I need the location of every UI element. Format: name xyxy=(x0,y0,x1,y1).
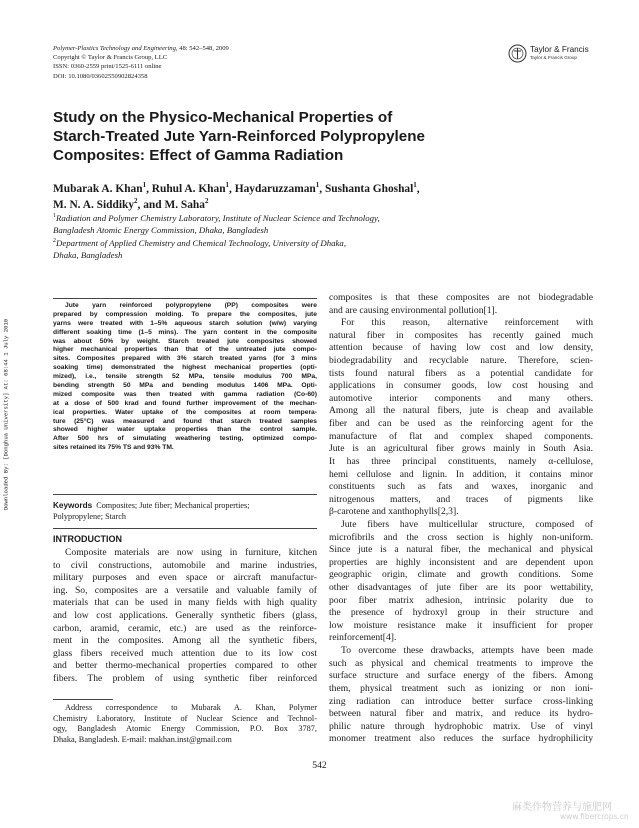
journal-name: Polymer-Plastics Technology and Engineering, xyxy=(53,45,178,52)
abstract-line: Jute yarn reinforced polypropylene (PP) composites were xyxy=(65,302,317,309)
keywords xyxy=(53,500,317,522)
intro-line: and better thermo-mechanical properties compared to other xyxy=(53,660,317,672)
title-line: Starch-Treated Jute Yarn-Reinforced Polypropylene xyxy=(53,128,425,145)
body-line: natural fiber in composites has recently gained much xyxy=(329,329,593,341)
abstract-line: ture (25°C) was measured and found that starch treated samples xyxy=(53,417,317,425)
abstract xyxy=(53,302,317,453)
publisher-emblem-icon xyxy=(508,44,527,63)
keywords-text: Composites; Jute fiber; Mechanical properties; xyxy=(96,501,250,510)
intro-line: to civil constructions, automobile and marine industries, xyxy=(53,559,317,571)
body-line: hemi cellulose and lignin. In addition, it contains minor xyxy=(329,468,593,480)
author-line-1 xyxy=(53,182,533,198)
affiliation-mark: 2 xyxy=(204,196,209,205)
intro-line: glass fibers received much attention due to its low cost xyxy=(53,647,317,659)
abstract-top-rule xyxy=(53,298,317,299)
affiliation-1-line-1 xyxy=(53,212,533,224)
body-line: Among all the natural fibers, jute is cheap and available xyxy=(329,405,593,417)
body-line: fiber and can be used as the reinforcing agent for the xyxy=(329,418,593,430)
right-column-text xyxy=(329,292,593,746)
abstract-line: at a dose of 500 krad and found further improvement of the mechan- xyxy=(53,399,317,407)
abstract-bottom-rule xyxy=(53,494,317,495)
affiliation-text: Department of Applied Chemistry and Chemical Technology, University of Dhaka, xyxy=(56,237,347,248)
body-line: composites is that these composites are not biodegradable xyxy=(329,292,593,303)
title-line: Study on the Physico-Mechanical Properties of xyxy=(53,109,393,126)
intro-line: fibers. The problem of using synthetic fiber reinforced xyxy=(53,673,317,685)
site-watermark: 麻类作物营养与施肥网 xyxy=(512,802,612,813)
download-stamp-text: Downloaded By: [Donghua University] At: 08:44 1 July 2010 xyxy=(2,318,10,511)
intro-line: military purposes and even space or aircraft manufactur- xyxy=(53,572,317,584)
body-line: surface structure and surface energy of the fibers. Among xyxy=(329,670,593,682)
body-line: properties are highly inconsistent and are dependent upon xyxy=(329,556,593,568)
body-line: manufacture of flat and complex shaped components. xyxy=(329,430,593,442)
body-line: poor fiber matrix adhesion, intrinsic polarity due to xyxy=(329,594,593,606)
body-line: such as physical and chemical treatments to improve the xyxy=(329,657,593,669)
author-separator: , and xyxy=(137,198,165,211)
body-line: between natural fiber and matrix, and reduce its hydro- xyxy=(329,708,593,720)
body-line: other disadvantages of jute fiber are its poor wettability, xyxy=(329,582,593,594)
intro-line: and low cost applications. Generally synthetic fibers (glass, xyxy=(53,610,317,622)
intro-line: ing. So, composites are a versatile and valuable family of xyxy=(53,584,317,596)
author-separator: , xyxy=(229,183,235,195)
body-line: low moisture resistance make it insufficient for proper xyxy=(329,619,593,631)
affiliation-2-line-2: Dhaka, Bangladesh xyxy=(53,250,123,261)
introduction-text xyxy=(53,547,317,686)
body-line: applications in consumer goods, low cost housing and xyxy=(329,380,593,392)
intro-line: Composite materials are now using in furniture, kitchen xyxy=(65,547,317,558)
body-line: microfibrils and the cross section is highly non-uniform. xyxy=(329,531,593,543)
abstract-line: soaking time) demonstrated the highest mechanical properties (opti- xyxy=(53,364,317,372)
download-stamp xyxy=(1,298,11,534)
abstract-line: different soaking time (1–5 mins). The yarn content in the composite xyxy=(53,328,317,336)
affiliation-mark: 1 xyxy=(142,181,147,190)
author-line-2 xyxy=(53,198,533,214)
affiliation-mark: 2 xyxy=(134,196,138,205)
abstract-line: prepared by compression molding. To prepare the composites, jute xyxy=(53,310,317,318)
journal-volume-pages: 48: 542–548, 2009 xyxy=(177,45,229,52)
body-line: geographic origin, climate and growth conditions. Some xyxy=(329,569,593,581)
affiliation-number: 1 xyxy=(53,213,56,220)
intro-line: materials that can be used in many fields with high quality xyxy=(53,597,317,609)
body-line: biodegradability and recyclable nature. Therefore, scien- xyxy=(329,355,593,367)
abstract-line: yarns were treated with 1–5% aqueous starch solution (w/w) varying xyxy=(53,319,317,327)
keywords-line-1 xyxy=(53,500,317,511)
abstract-line: ical properties. Water uptake of the composites at room tempera- xyxy=(53,408,317,416)
title-line: Composites: Effect of Gamma Radiation xyxy=(53,147,344,164)
abstract-line: mized), i.e., tensile strength 52 MPa, tensile modulus 700 MPa, xyxy=(53,373,317,381)
publisher-name: Taylor & Francis xyxy=(530,45,589,54)
affiliation-number: 2 xyxy=(53,237,56,244)
affiliation-1-line-2: Bangladesh Atomic Energy Commission, Dhaka, Bangladesh xyxy=(53,225,269,236)
abstract-line: showed higher water uptake properties than the control sample. xyxy=(53,426,317,434)
body-line: Since jute is a natural fiber, the mechanical and physical xyxy=(329,544,593,556)
copyright-line: Copyright © Taylor & Francis Group, LLC xyxy=(53,54,168,62)
abstract-line: After 500 hrs of simulating weathering testing, optimized compo- xyxy=(53,435,317,443)
affiliations xyxy=(53,212,533,262)
intro-line: ment in the composites. Among all the synthetic fibers, xyxy=(53,635,317,647)
issn-line: ISSN: 0360-2559 print/1525-6111 online xyxy=(53,63,162,71)
body-line: zing radiation can introduce better surface cross-linking xyxy=(329,695,593,707)
abstract-line: sites. Composites prepared with 3% starch treated yarns (for 3 mins xyxy=(53,355,317,363)
section-heading: INTRODUCTION xyxy=(53,534,122,544)
body-line: For this reason, alternative reinforcement with xyxy=(341,317,593,329)
body-line: automotive interior components and many others. xyxy=(329,392,593,404)
body-line: constituents such as fats and waxes, inorganic and xyxy=(329,481,593,493)
intro-line: carbon, aramid, ceramic, etc.) are used as the reinforce- xyxy=(53,622,317,634)
footnote-line: Dhaka, Bangladesh. E-mail: makhan.inst@gmail.com xyxy=(53,734,232,744)
affiliation-mark: 1 xyxy=(315,181,320,190)
body-line: nitrogenous matters, and traces of pigments like xyxy=(329,493,593,505)
abstract-line: mized composite was then treated with gamma radiation (Co-60) xyxy=(53,390,317,398)
footnote-rule xyxy=(53,699,113,700)
keywords-line-2: Polypropylene; Starch xyxy=(53,512,126,521)
author-name: M. N. A. Siddiky xyxy=(53,198,135,211)
body-line: To overcome these drawbacks, attempts have been made xyxy=(341,645,593,657)
page-number: 542 xyxy=(312,760,327,771)
author-separator: , xyxy=(319,183,325,195)
abstract-line: higher mechanical properties than that of the untreated jute compo- xyxy=(53,346,317,354)
abstract-line: sites retained its 75% TS and 93% TM. xyxy=(53,444,174,452)
footnote-line: Address correspondence to Mubarak A. Khan, Polymer xyxy=(65,703,317,712)
author-list xyxy=(53,182,533,213)
body-line: the presence of hydroxyl group in their structure and xyxy=(329,607,593,619)
keywords-label: Keywords xyxy=(53,501,93,510)
body-line: β-carotene and xanthophylls[2,3]. xyxy=(329,506,459,518)
affiliation-2-line-1 xyxy=(53,237,533,249)
author-name: Mubarak A. Khan xyxy=(53,183,143,195)
journal-line-1 xyxy=(53,44,353,53)
body-line: and are causing environmental pollution[1]. xyxy=(329,304,498,316)
site-watermark-url: www.fibercrops.cn xyxy=(560,812,629,821)
affiliation-mark: 1 xyxy=(413,181,417,190)
footnote-line: ogy, Bangladesh Atomic Energy Commission, P.O. Box 3787, xyxy=(53,724,317,734)
author-separator: , xyxy=(146,183,152,195)
body-line: monomer treatment also reduces the surface hydrophilicity xyxy=(329,733,593,745)
affiliation-mark: 1 xyxy=(225,181,230,190)
author-name: Sushanta Ghoshal xyxy=(324,183,414,195)
abstract-line: bending strength 50 MPa and bending modulus 1406 MPa. Opti- xyxy=(53,382,317,390)
author-separator: , xyxy=(416,183,420,195)
publisher-subline: Taylor & Francis Group xyxy=(530,55,577,60)
body-line: attention because of having low cost and low density, xyxy=(329,342,593,354)
correspondence-footnote xyxy=(53,703,317,745)
affiliation-text: Radiation and Polymer Chemistry Laboratory, Institute of Nuclear Science and Technology, xyxy=(56,213,380,223)
keywords-bottom-rule xyxy=(53,528,317,529)
article-title xyxy=(53,108,523,165)
publisher-logo xyxy=(508,44,618,66)
doi-line: DOI: 10.1080/03602550902824358 xyxy=(53,72,148,80)
body-line: Jute is an agricultural fiber grows mainly in South Asia. xyxy=(329,443,593,455)
author-name: Ruhul A. Khan xyxy=(151,183,226,195)
body-line: It has three principal constituents, namely α-cellulose, xyxy=(329,455,593,467)
body-line: reinforcement[4]. xyxy=(329,632,397,644)
author-name: M. Saha xyxy=(164,198,205,211)
body-line: Jute fibers have multicellular structure, composed of xyxy=(341,518,593,530)
abstract-line: was about 50% by weight. Starch treated jute composites showed xyxy=(53,337,317,345)
journal-citation xyxy=(53,44,353,81)
footnote-line: Chemistry Laboratory, Institute of Nuclear Science and Technol- xyxy=(53,713,317,723)
body-line: philic nature through hydrophobic matrix. Use of vinyl xyxy=(329,720,593,732)
author-name: Haydaruzzaman xyxy=(234,183,316,195)
body-line: them, physical treatment such as ionizing or non ioni- xyxy=(329,682,593,694)
body-line: tists found natural fibers as a potential candidate for xyxy=(329,367,593,379)
